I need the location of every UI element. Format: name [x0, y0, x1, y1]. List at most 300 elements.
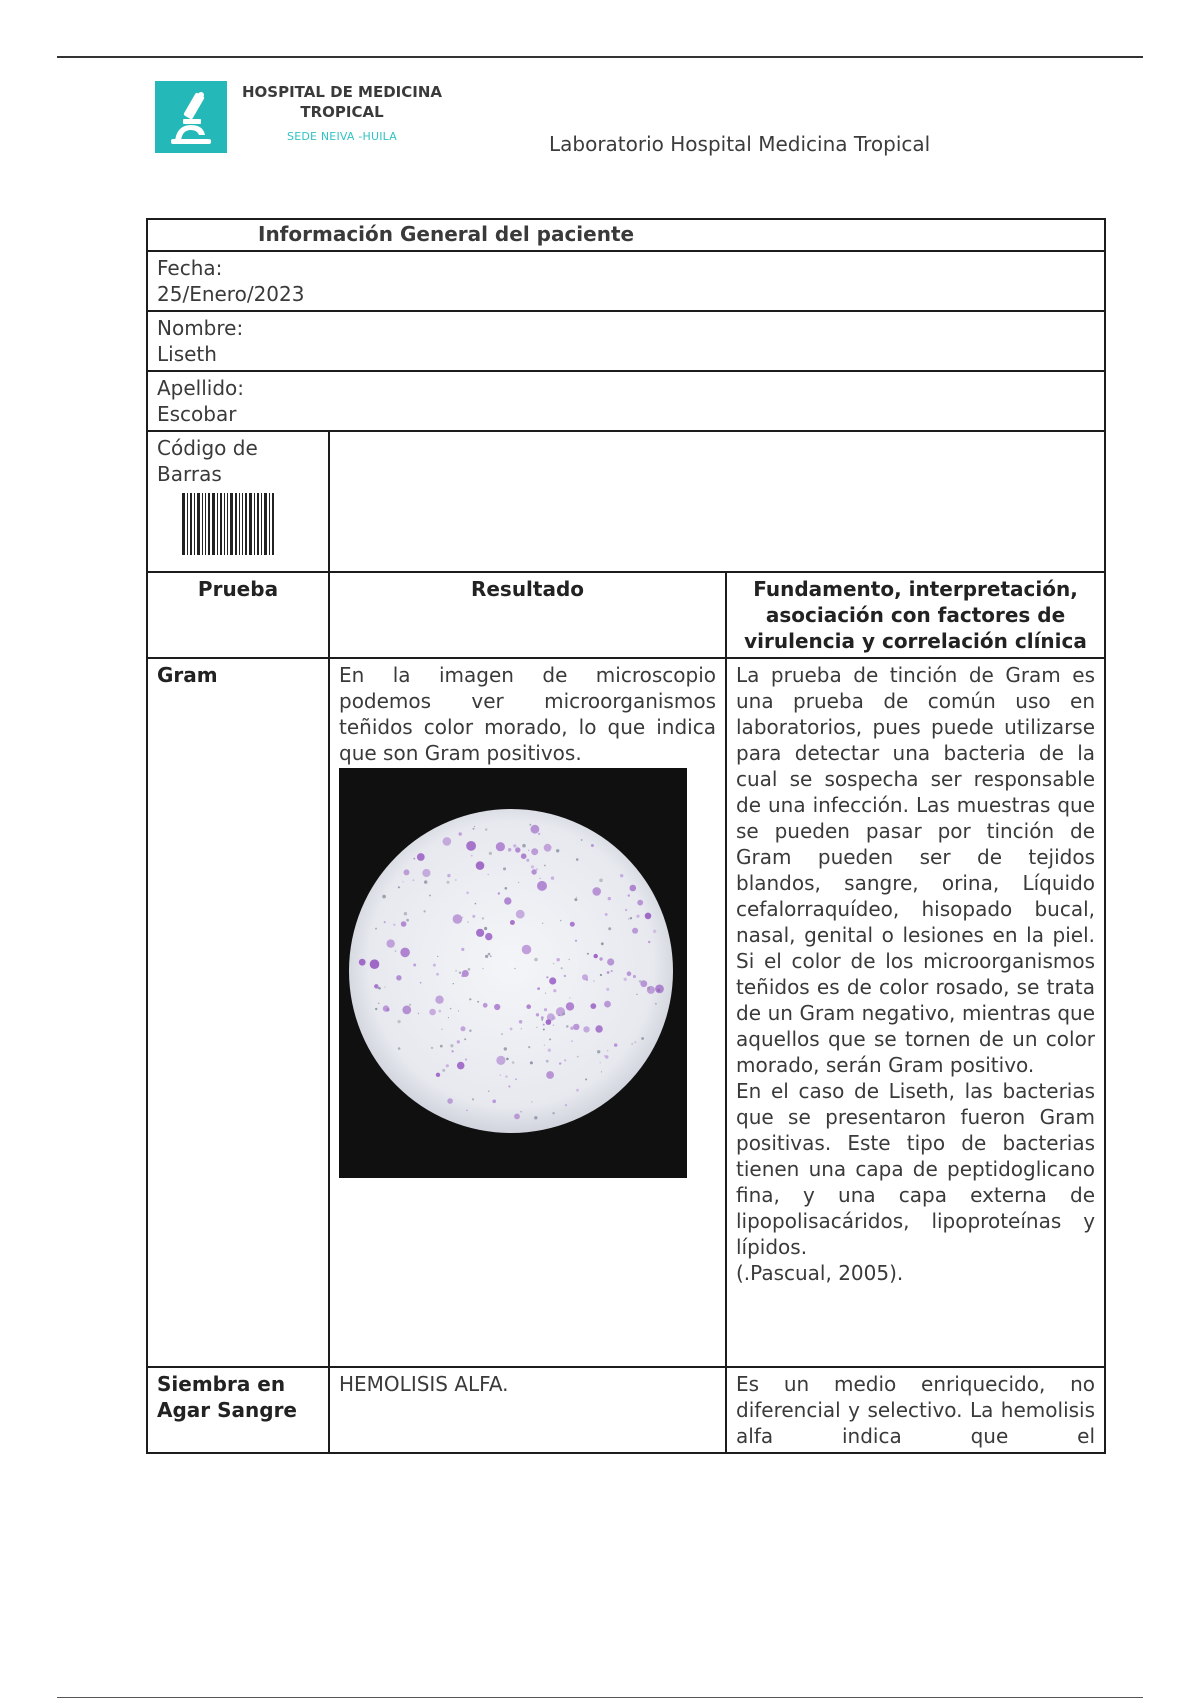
stain-speck: [543, 1024, 545, 1026]
stain-speck: [474, 826, 475, 827]
fecha-value: 25/Enero/2023: [157, 282, 305, 306]
stain-speck: [522, 945, 532, 955]
stain-speck: [560, 920, 562, 922]
fundamento-cell: [726, 658, 1105, 1367]
stain-speck: [383, 1005, 389, 1011]
stain-speck: [482, 917, 484, 919]
barcode-bar: [197, 493, 200, 555]
stain-speck: [402, 881, 403, 882]
stain-speck: [581, 839, 583, 841]
stain-speck: [557, 958, 560, 961]
lab-title: Laboratorio Hospital Medicina Tropical: [549, 132, 931, 156]
stain-speck: [406, 919, 409, 922]
stain-speck: [546, 1019, 552, 1025]
stain-speck: [630, 917, 632, 919]
barcode-bar: [227, 493, 228, 555]
stain-speck: [435, 996, 443, 1004]
stain-speck: [510, 920, 515, 925]
stain-speck: [628, 918, 630, 920]
stain-speck: [467, 921, 469, 923]
microscope-icon: [155, 81, 227, 153]
codigo-label-2: Barras: [157, 462, 222, 486]
stain-speck: [548, 1049, 551, 1052]
stain-speck: [514, 968, 516, 970]
stain-speck: [420, 982, 422, 984]
stain-speck: [537, 881, 547, 891]
stain-speck: [630, 885, 637, 892]
stain-speck: [384, 921, 386, 923]
test-name: Siembra en Agar Sangre: [147, 1367, 329, 1453]
stain-speck: [477, 1001, 479, 1003]
stain-speck: [634, 1041, 636, 1043]
stain-speck: [576, 858, 579, 861]
stain-speck: [530, 1061, 533, 1064]
stain-speck: [633, 975, 636, 978]
stain-speck: [594, 954, 598, 958]
stain-speck: [488, 1091, 489, 1092]
stain-speck: [422, 869, 430, 877]
stain-speck: [521, 853, 527, 859]
stain-speck: [647, 987, 650, 990]
stain-speck: [402, 1006, 411, 1015]
stain-speck: [459, 972, 461, 974]
stain-speck: [505, 887, 508, 890]
stain-speck: [485, 955, 488, 958]
stain-speck: [515, 1078, 517, 1080]
stain-speck: [488, 874, 489, 875]
stain-speck: [424, 880, 427, 883]
barcode-bar: [235, 493, 237, 555]
logo-subtitle: SEDE NEIVA -HUILA: [287, 130, 397, 143]
stain-speck: [359, 959, 366, 966]
stain-speck: [648, 941, 650, 943]
barcode-image: [182, 493, 292, 555]
stain-speck: [510, 1028, 513, 1031]
stain-speck: [564, 1059, 566, 1061]
barcode-bar: [245, 493, 247, 555]
microscope-image: [339, 768, 687, 1178]
stain-speck: [645, 913, 652, 920]
stain-speck: [562, 1013, 565, 1016]
barcode-bar: [194, 493, 195, 555]
stain-speck: [549, 1038, 551, 1040]
barcode-bar: [257, 493, 259, 555]
stain-speck: [536, 1013, 539, 1016]
table-row: [147, 1367, 1105, 1453]
stain-speck: [466, 1110, 468, 1112]
stain-speck: [546, 1060, 549, 1063]
stain-speck: [546, 1071, 554, 1079]
stain-speck: [573, 1024, 579, 1030]
codigo-label: Código de: [157, 436, 258, 460]
stain-speck: [417, 853, 425, 861]
stain-speck: [531, 825, 540, 834]
stain-speck: [520, 1111, 522, 1113]
stain-speck: [600, 1062, 601, 1063]
barcode-bar: [190, 493, 192, 555]
stain-speck: [625, 909, 627, 911]
stain-speck: [400, 948, 410, 958]
stain-speck: [518, 882, 519, 883]
stain-speck: [631, 1043, 633, 1045]
barcode-bar: [220, 493, 222, 555]
hospital-logo: [153, 78, 443, 158]
stain-speck: [571, 1040, 573, 1042]
stain-speck: [640, 980, 647, 987]
barcode-bar: [269, 493, 270, 555]
stain-speck: [378, 987, 381, 990]
stain-speck: [437, 956, 438, 957]
stain-speck: [624, 978, 627, 981]
logo-name: HOSPITAL DE MEDICINA TROPICAL: [241, 83, 443, 121]
stain-speck: [453, 983, 454, 984]
barcode-bar: [239, 493, 240, 555]
stain-speck: [447, 1098, 453, 1104]
stain-speck: [614, 1043, 617, 1046]
stain-speck: [505, 1075, 507, 1077]
stain-speck: [590, 1003, 596, 1009]
stain-speck: [528, 1046, 530, 1048]
stain-speck: [384, 986, 385, 987]
result-cell: HEMOLISIS ALFA.: [329, 1367, 726, 1453]
stain-speck: [461, 1026, 466, 1031]
barcode-bar: [205, 493, 206, 555]
stain-speck: [519, 1020, 523, 1024]
stain-speck: [545, 993, 546, 994]
stain-speck: [541, 1019, 543, 1021]
stain-speck: [404, 912, 407, 915]
stain-speck: [398, 1020, 401, 1023]
header-prueba: Prueba: [147, 572, 329, 658]
stain-speck: [611, 970, 613, 972]
stain-speck: [418, 1013, 419, 1014]
stain-speck: [447, 874, 450, 877]
stain-speck: [466, 841, 476, 851]
stain-speck: [500, 1074, 502, 1076]
stain-speck: [370, 959, 380, 969]
stain-speck: [503, 867, 506, 870]
stain-speck: [528, 850, 529, 851]
stain-speck: [553, 989, 556, 992]
stain-speck: [531, 848, 538, 855]
result-cell: [329, 658, 726, 1367]
stain-speck: [514, 1114, 520, 1120]
stain-speck: [605, 913, 608, 916]
stain-speck: [577, 1056, 579, 1058]
stain-speck: [566, 1002, 574, 1010]
stain-speck: [429, 1009, 436, 1016]
top-rule: [57, 56, 1143, 58]
fundamento-paragraph-1: La prueba de tinción de Gram es una prueba de común uso en laboratorios, pues puede utilizarse para detectar una bacteria de la cual se sospecha ser responsable de una infección. Las muestras que se pueden pasar por tinción de Gram pueden ser de tejidos blandos, sangre, orina, Líquido cefalorraquídeo, hisopado bucal, nasal, genital o lesiones en la piel. Si el color de los microorganismos teñidos es de color rosado, se trata de un Gram negativo, mientras que aquellos que se tornen de un color morado, serán Gram positivo.: [736, 663, 1096, 1077]
patient-report-table: [146, 218, 1106, 1454]
stain-speck: [526, 1004, 531, 1009]
stain-speck: [382, 895, 386, 899]
stain-speck: [466, 892, 469, 895]
stain-speck: [506, 1058, 509, 1061]
stain-speck: [536, 868, 538, 870]
stain-speck: [375, 928, 377, 930]
stain-speck: [592, 887, 601, 896]
nombre-value: Liseth: [157, 342, 217, 366]
stain-speck: [531, 865, 534, 868]
stain-speck: [541, 1016, 544, 1019]
stain-speck: [534, 958, 538, 962]
stain-speck: [494, 1004, 500, 1010]
stain-speck: [448, 1017, 449, 1018]
stain-speck: [606, 988, 609, 991]
stain-speck: [553, 963, 554, 964]
stain-speck: [436, 973, 439, 976]
stain-speck: [396, 975, 401, 980]
stain-speck: [501, 1033, 503, 1035]
stain-speck: [452, 1050, 454, 1052]
stain-speck: [608, 897, 611, 900]
stain-speck: [393, 924, 395, 926]
stain-speck: [440, 1045, 443, 1048]
stain-speck: [521, 1028, 522, 1029]
stain-speck: [601, 942, 604, 945]
stain-speck: [530, 824, 532, 826]
stain-speck: [490, 955, 492, 957]
stain-speck: [636, 915, 639, 918]
barcode-bar: [212, 493, 215, 555]
stain-speck: [566, 1025, 569, 1028]
stain-speck: [404, 869, 410, 875]
stain-speck: [544, 865, 546, 867]
stain-speck: [457, 1040, 460, 1043]
stain-speck: [636, 994, 637, 995]
barcode-bar: [224, 493, 225, 555]
stain-speck: [401, 921, 407, 927]
stain-speck: [496, 842, 505, 851]
stain-speck: [531, 1101, 533, 1103]
stain-speck: [409, 1004, 411, 1006]
stain-speck: [641, 1037, 644, 1040]
stain-speck: [515, 847, 520, 852]
stain-speck: [413, 964, 416, 967]
stain-speck: [597, 1050, 600, 1053]
stain-speck: [489, 852, 492, 855]
fundamento-reference: (.Pascual, 2005).: [736, 1261, 904, 1285]
barcode-bar: [254, 493, 255, 555]
stain-speck: [492, 1100, 496, 1104]
stain-speck: [568, 959, 570, 961]
table-row: [147, 658, 1105, 1367]
stain-speck: [433, 964, 436, 967]
stain-speck: [488, 953, 491, 956]
stain-speck: [443, 837, 452, 846]
stain-speck: [539, 878, 541, 880]
stain-speck: [472, 915, 475, 918]
stain-speck: [471, 855, 473, 857]
stain-speck: [485, 933, 492, 940]
stain-speck: [600, 974, 602, 976]
stain-speck: [395, 950, 396, 951]
stain-speck: [601, 1071, 602, 1072]
stain-speck: [512, 1061, 515, 1064]
stain-speck: [561, 967, 563, 969]
barcode-bar: [217, 493, 218, 555]
stain-speck: [637, 900, 643, 906]
stain-speck: [655, 1003, 657, 1005]
stain-speck: [570, 922, 575, 927]
stain-speck: [508, 1085, 510, 1087]
result-text: En la imagen de microscopio podemos ver microorganismos teñidos color morado, lo que indica que son Gram positivos.: [339, 663, 716, 765]
apellido-field: [147, 371, 1105, 431]
barcode-bar: [187, 493, 188, 555]
stain-speck: [465, 1058, 467, 1060]
stain-speck: [447, 881, 450, 884]
stain-speck: [564, 975, 566, 977]
stain-speck: [484, 927, 487, 930]
stain-speck: [538, 833, 540, 835]
stain-speck: [436, 1073, 440, 1077]
barcode-bar: [249, 493, 252, 555]
stain-speck: [398, 886, 400, 888]
stain-speck: [627, 971, 632, 976]
header-fundamento: Fundamento, interpretación, asociación con factores de virulencia y correlación clínica: [726, 572, 1105, 658]
stain-speck: [556, 849, 559, 852]
stain-speck: [576, 1089, 579, 1092]
stain-speck: [513, 844, 516, 847]
stain-speck: [446, 1064, 449, 1067]
stain-speck: [534, 1116, 537, 1119]
stain-speck: [450, 1008, 452, 1010]
stain-speck: [429, 895, 431, 897]
apellido-value: Escobar: [157, 402, 237, 426]
stain-speck: [504, 1047, 507, 1050]
fundamento-paragraph-1: Es un medio enriquecido, no diferencial y selectivo. La hemolisis alfa indica que el: [736, 1372, 1096, 1448]
nombre-field: [147, 311, 1105, 371]
stain-speck: [496, 1056, 505, 1065]
stain-speck: [450, 1044, 453, 1047]
stain-speck: [607, 971, 610, 974]
fundamento-cell: [726, 1367, 1105, 1453]
stain-speck: [424, 910, 426, 912]
stain-speck: [516, 910, 525, 919]
apellido-label: Apellido:: [157, 376, 245, 400]
stain-speck: [628, 894, 630, 896]
stain-speck: [475, 903, 477, 905]
stain-speck: [375, 1008, 377, 1010]
stain-speck: [526, 859, 529, 862]
stain-speck: [483, 1003, 488, 1008]
stain-speck: [653, 930, 656, 933]
stain-speck: [575, 940, 577, 942]
fundamento-paragraph-2: En el caso de Liseth, las bacterias que se presentaron fueron Gram positivas. Este tipo de bacterias tienen una capa de peptidoglicano fina, y una capa externa de lipopolisacáridos, lipoproteínas y lípidos.: [736, 1079, 1096, 1259]
stain-speck: [595, 1025, 602, 1032]
barcode-bar: [242, 493, 243, 555]
barcode-bar: [230, 493, 233, 555]
stain-speck: [442, 1069, 445, 1072]
stain-speck: [472, 1098, 474, 1100]
stain-speck: [459, 832, 462, 835]
barcode-bar: [261, 493, 262, 555]
stain-speck: [469, 1030, 471, 1032]
stain-speck: [398, 1047, 401, 1050]
stain-speck: [569, 997, 570, 998]
stain-speck: [565, 1104, 567, 1106]
stain-speck: [604, 1001, 611, 1008]
stain-speck: [455, 879, 457, 881]
stain-speck: [655, 985, 664, 994]
stain-speck: [605, 1055, 608, 1058]
stain-speck: [632, 928, 638, 934]
stain-speck: [504, 897, 511, 904]
stain-speck: [455, 970, 457, 972]
stain-speck: [544, 844, 552, 852]
barcode-bar: [264, 493, 267, 555]
stain-speck: [583, 1026, 589, 1032]
stain-speck: [593, 980, 594, 981]
stain-speck: [574, 898, 577, 901]
bottom-rule: [57, 1697, 1143, 1698]
barcode-bar: [202, 493, 203, 555]
stain-speck: [431, 1047, 433, 1049]
stain-speck: [599, 957, 602, 960]
stain-speck: [553, 1024, 555, 1026]
stain-speck: [552, 1016, 555, 1019]
stain-speck: [599, 879, 603, 883]
stain-speck: [482, 968, 484, 970]
barcode-bar: [208, 493, 210, 555]
stain-speck: [544, 1045, 545, 1046]
stain-speck: [544, 1008, 547, 1011]
test-name: Gram: [147, 658, 329, 1367]
stain-speck: [413, 879, 415, 881]
stain-speck: [552, 1112, 554, 1114]
stain-speck: [498, 892, 500, 894]
barcode-bar: [182, 493, 185, 555]
stain-speck: [378, 1003, 379, 1004]
stain-speck: [536, 1027, 537, 1028]
stain-speck: [537, 987, 540, 990]
barcode-value-cell: [329, 431, 1105, 572]
stain-speck: [468, 968, 471, 971]
fecha-label: Fecha:: [157, 256, 223, 280]
stain-speck: [441, 1029, 442, 1030]
stain-speck: [586, 979, 588, 981]
stain-speck: [604, 1055, 605, 1056]
stain-speck: [607, 1050, 608, 1051]
stain-speck: [585, 1078, 587, 1080]
stain-speck: [559, 1062, 561, 1064]
stain-speck: [453, 914, 463, 924]
stain-speck: [469, 998, 471, 1000]
stain-speck: [476, 861, 485, 870]
stain-speck: [508, 848, 511, 851]
nombre-label: Nombre:: [157, 316, 244, 340]
stain-speck: [439, 1010, 442, 1013]
stain-speck: [458, 1010, 459, 1011]
stain-speck: [549, 977, 556, 984]
stain-speck: [485, 828, 487, 830]
stain-speck: [461, 917, 463, 919]
fecha-field: [147, 251, 1105, 311]
stain-speck: [591, 844, 594, 847]
stain-speck: [543, 1029, 545, 1031]
stain-speck: [522, 844, 526, 848]
stain-speck: [461, 974, 464, 977]
stain-speck: [461, 948, 464, 951]
stain-speck: [464, 1038, 466, 1040]
stain-speck: [413, 858, 415, 860]
stain-speck: [457, 1062, 465, 1070]
stain-speck: [607, 958, 614, 965]
stain-speck: [620, 874, 623, 877]
stain-speck: [576, 897, 577, 898]
barcode-label-cell: [147, 431, 329, 572]
